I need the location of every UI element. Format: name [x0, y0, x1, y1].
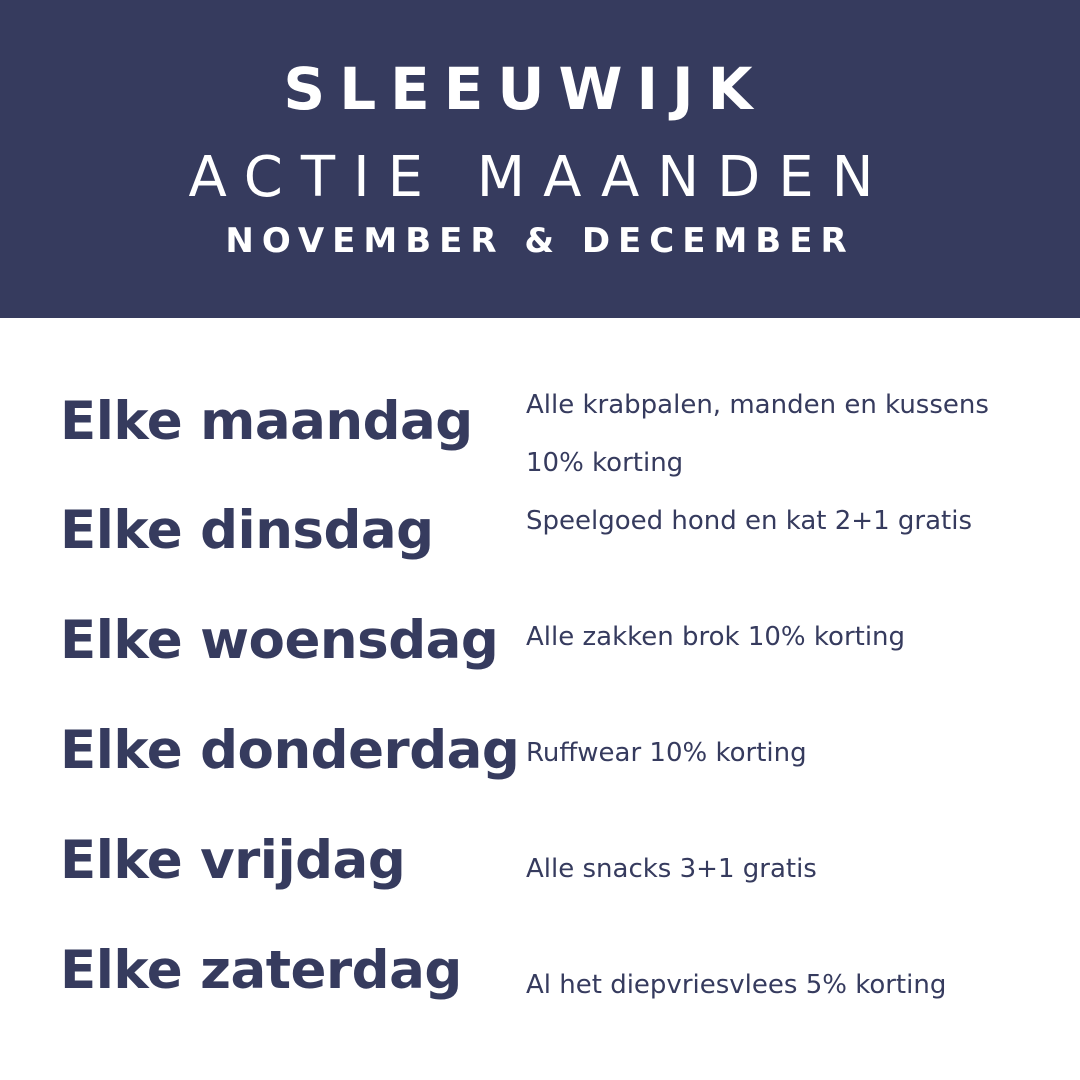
- day-label-tuesday: Elke dinsdag: [60, 500, 434, 561]
- campaign-title: ACTIE MAANDEN: [188, 145, 892, 210]
- offer-monday-line2: 10% korting: [526, 448, 684, 478]
- offer-monday-line1: Alle krabpalen, manden en kussens: [526, 390, 989, 420]
- offer-thursday: Ruffwear 10% korting: [526, 738, 807, 768]
- day-label-thursday: Elke donderdag: [60, 720, 520, 781]
- offer-saturday: Al het diepvriesvlees 5% korting: [526, 970, 947, 1000]
- day-label-monday: Elke maandag: [60, 391, 473, 452]
- header-banner: [0, 0, 1080, 318]
- day-label-saturday: Elke zaterdag: [60, 940, 462, 1001]
- brand-name: SLEEUWIJK: [283, 55, 767, 123]
- day-label-wednesday: Elke woensdag: [60, 610, 499, 671]
- offer-wednesday: Alle zakken brok 10% korting: [526, 622, 906, 652]
- offer-tuesday: Speelgoed hond en kat 2+1 gratis: [526, 506, 972, 536]
- day-label-friday: Elke vrijdag: [60, 830, 406, 891]
- campaign-period: NOVEMBER & DECEMBER: [225, 221, 855, 261]
- offer-friday: Alle snacks 3+1 gratis: [526, 854, 817, 884]
